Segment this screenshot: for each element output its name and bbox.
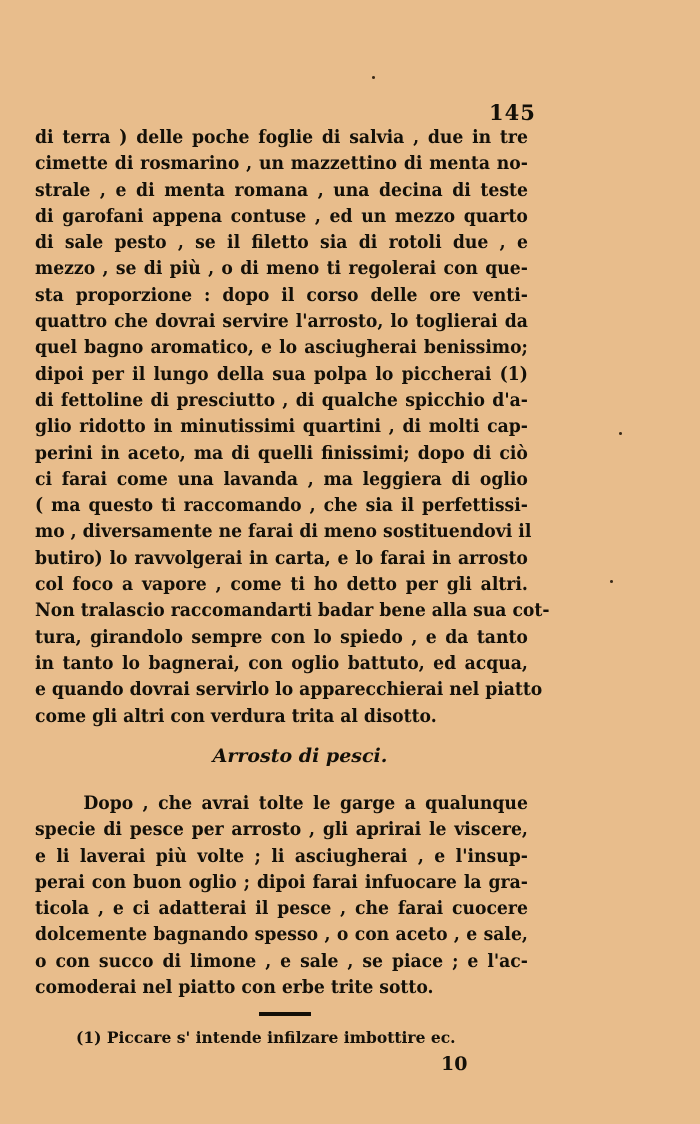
footnote-rule [259, 1012, 311, 1016]
text-line: e quando dovrai servirlo lo apparecchierai nel piatto [35, 679, 543, 701]
text-line: dipoi per il lungo della sua polpa lo piccherai (1) [35, 363, 528, 385]
text-line: di garofani appena contuse , ed un mezzo quarto [35, 205, 528, 227]
section-text [35, 791, 565, 1001]
text-line: cimette di rosmarino , un mazzettino di menta no- [35, 153, 528, 175]
text-line: comoderai nel piatto con erbe trite sotto. [35, 977, 434, 999]
text-line: col foco a vapore , come ti ho detto per gli altri. [35, 574, 528, 596]
text-line: e li laverai più volte ; li asciugherai , e l'insup- [35, 845, 528, 867]
page-number: 145 [489, 100, 536, 125]
text-line: tura, girandolo sempre con lo spiedo , e da tanto [35, 626, 528, 648]
text-line: di fettoline di presciutto , di qualche spicchio d'a- [35, 389, 528, 411]
text-line: mezzo , se di più , o di meno ti regolerai con que- [35, 258, 528, 280]
text-line: quel bagno aromatico, e lo asciugherai benissimo; [35, 337, 528, 359]
text-line: Dopo , che avrai tolte le garge a qualunque [83, 793, 528, 814]
text-line: ci farai come una lavanda , ma leggiera di oglio [35, 468, 528, 490]
text-line: ( ma questo ti raccomando , che sia il perfettissi- [35, 495, 528, 517]
text-line: come gli altri con verdura trita al disotto. [35, 705, 437, 727]
body-text [35, 125, 565, 730]
text-line: glio ridotto in minutissimi quartini , di molti cap- [35, 416, 528, 438]
text-line: Non tralascio raccomandarti badar bene alla sua cot- [35, 600, 550, 622]
paper-speck [372, 76, 375, 79]
text-line: mo , diversamente ne farai di meno sostituendovi il [35, 521, 532, 543]
text-line: perai con buon oglio ; dipoi farai infuocare la gra- [35, 871, 528, 893]
text-line: o con succo di limone , e sale , se piace ; e l'ac- [35, 950, 528, 972]
signature-mark: 10 [441, 1053, 468, 1075]
text-line: perini in aceto, ma di quelli finissimi; dopo di ciò [35, 442, 528, 464]
text-line: strale , e di menta romana , una decina di teste [35, 179, 528, 201]
text-line: quattro che dovrai servire l'arrosto, lo toglierai da [35, 311, 528, 333]
text-line: di sale pesto , se il filetto sia di rotoli due , e [35, 232, 528, 254]
text-line: butiro) lo ravvolgerai in carta, e lo farai in arrosto [35, 547, 528, 569]
section-heading: Arrosto di pesci. [212, 745, 388, 767]
text-line: ticola , e ci adatterai il pesce , che farai cuocere [35, 898, 528, 920]
text-line: in tanto lo bagnerai, con oglio battuto, ed acqua, [35, 652, 528, 674]
text-line: sta proporzione : dopo il corso delle ore venti- [35, 284, 528, 306]
text-line: di terra ) delle poche foglie di salvia , due in tre [35, 127, 528, 148]
paper-speck [610, 580, 613, 583]
paper-speck [619, 432, 622, 435]
footnote: (1) Piccare s' intende infilzare imbottire ec. [76, 1028, 456, 1047]
text-line: specie di pesce per arrosto , gli aprirai le viscere, [35, 819, 528, 841]
text-line: dolcemente bagnando spesso , o con aceto , e sale, [35, 924, 528, 946]
